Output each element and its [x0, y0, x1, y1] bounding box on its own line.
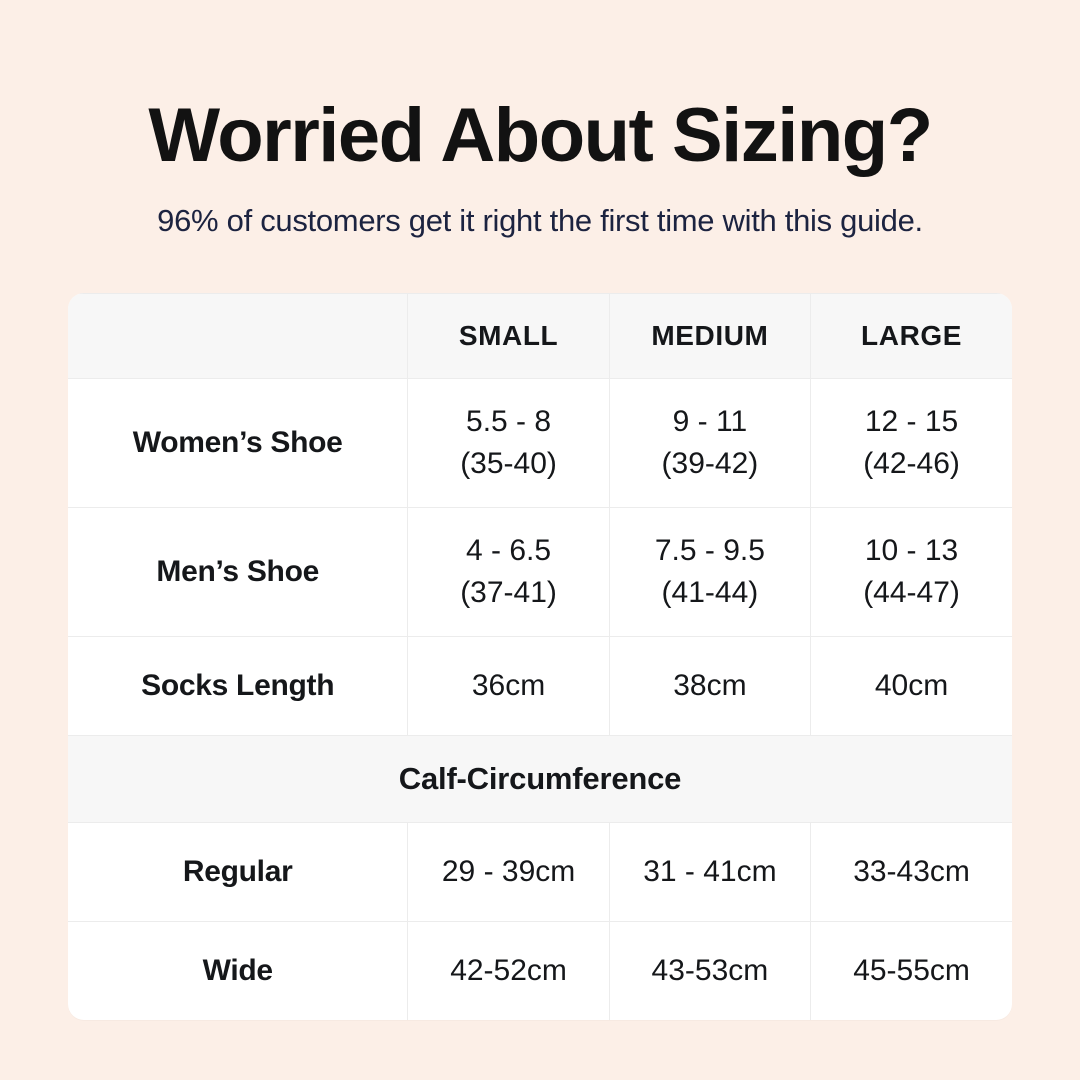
table-row [68, 922, 1012, 1021]
row-label: Women’s Shoe [68, 379, 408, 508]
table-cell [408, 508, 609, 637]
table-cell: 31 - 41cm [609, 823, 810, 922]
cell-line: (35-40) [460, 447, 557, 481]
cell-line: (42-46) [863, 447, 960, 481]
table-cell: 45-55cm [811, 922, 1012, 1021]
cell-line: 5.5 - 8 [466, 404, 552, 438]
table-section-row [68, 736, 1012, 823]
table-cell [408, 379, 609, 508]
table-cell [811, 508, 1012, 637]
cell-line: 10 - 13 [864, 533, 959, 567]
size-chart-card [68, 293, 1012, 1020]
table-cell: 36cm [408, 637, 609, 736]
cell-line: (37-41) [460, 576, 557, 610]
row-label: Men’s Shoe [68, 508, 408, 637]
cell-line: 12 - 15 [864, 404, 959, 438]
table-cell [811, 379, 1012, 508]
row-label: Socks Length [68, 637, 408, 736]
table-body [68, 379, 1012, 1021]
cell-line: 7.5 - 9.5 [654, 533, 765, 567]
page-title: Worried About Sizing? [148, 93, 932, 178]
cell-line: 4 - 6.5 [466, 533, 552, 567]
table-row [68, 823, 1012, 922]
section-label: Calf-Circumference [68, 736, 1012, 823]
cell-line: (39-42) [661, 447, 759, 481]
table-cell: 38cm [609, 637, 810, 736]
table-cell: 29 - 39cm [408, 823, 609, 922]
table-row [68, 637, 1012, 736]
row-label: Wide [68, 922, 408, 1021]
column-header-small: SMALL [408, 294, 609, 379]
table-cell: 33-43cm [811, 823, 1012, 922]
table-row [68, 508, 1012, 637]
column-header-large: LARGE [811, 294, 1012, 379]
table-cell: 42-52cm [408, 922, 609, 1021]
cell-line: (41-44) [661, 576, 759, 610]
table-cell: 43-53cm [609, 922, 810, 1021]
size-chart-table [68, 293, 1012, 1020]
page-subtitle: 96% of customers get it right the first time with this guide. [157, 203, 923, 238]
cell-line: (44-47) [863, 576, 960, 610]
column-header-medium: MEDIUM [609, 294, 810, 379]
cell-line: 9 - 11 [672, 404, 748, 438]
table-row [68, 379, 1012, 508]
table-cell [609, 508, 810, 637]
column-header-blank [68, 294, 408, 379]
row-label: Regular [68, 823, 408, 922]
table-header [68, 294, 1012, 379]
table-cell: 40cm [811, 637, 1012, 736]
table-header-row [68, 294, 1012, 379]
table-cell [609, 379, 810, 508]
